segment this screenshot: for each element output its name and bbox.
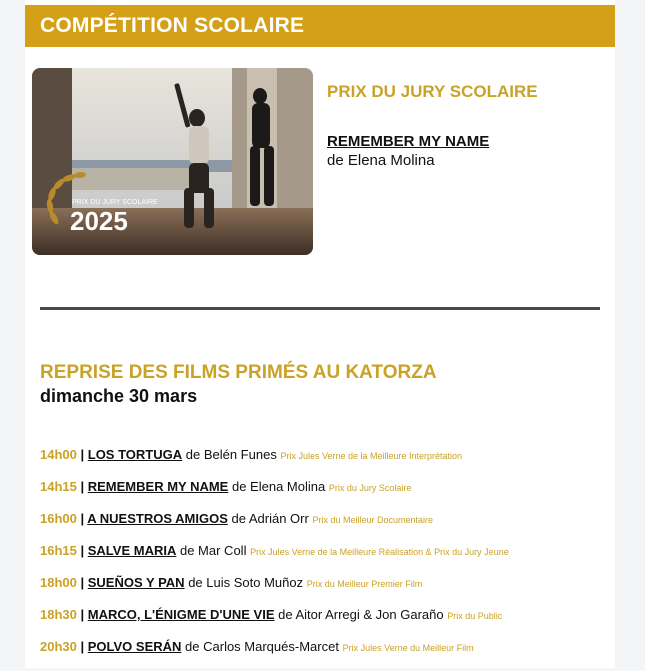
screening-schedule bbox=[40, 447, 610, 671]
prize-label: Prix du Jury Scolaire bbox=[328, 483, 412, 493]
screening-time: 18h30 bbox=[40, 607, 77, 622]
film-director: de Aitor Arregi & Jon Garaño bbox=[278, 607, 444, 622]
separator: | bbox=[76, 607, 88, 622]
badge-year: 2025 bbox=[70, 206, 128, 236]
screening-time: 14h00 bbox=[40, 447, 77, 462]
badge-caption: PRIX DU JURY SCOLAIRE bbox=[72, 199, 158, 206]
award-director: de Elena Molina bbox=[327, 152, 435, 169]
film-director: de Carlos Marqués-Marcet bbox=[185, 639, 339, 654]
prize-label: Prix Jules Verne de la Meilleure Interprétation bbox=[280, 451, 463, 461]
prize-label: Prix du Public bbox=[447, 611, 503, 621]
prize-label: Prix Jules Verne du Meilleur Film bbox=[342, 643, 474, 653]
prize-label: Prix Jules Verne de la Meilleure Réalisation & Prix du Jury Jeune bbox=[250, 547, 509, 557]
section-date: dimanche 30 mars bbox=[40, 386, 198, 406]
schedule-row bbox=[40, 607, 610, 639]
award-title: PRIX DU JURY SCOLAIRE bbox=[327, 82, 538, 101]
schedule-row bbox=[40, 575, 610, 607]
film-director: de Luis Soto Muñoz bbox=[188, 575, 304, 590]
film-director: de Elena Molina bbox=[231, 479, 326, 494]
screening-time: 20h30 bbox=[40, 639, 77, 654]
screening-time: 16h00 bbox=[40, 511, 77, 526]
screening-time: 18h00 bbox=[40, 575, 77, 590]
film-link[interactable]: SUEÑOS Y PAN bbox=[87, 575, 185, 590]
award-film-link[interactable]: REMEMBER MY NAME bbox=[327, 133, 490, 150]
film-link[interactable]: SALVE MARIA bbox=[87, 543, 177, 558]
banner-title: COMPÉTITION SCOLAIRE bbox=[40, 14, 305, 37]
film-link[interactable]: POLVO SERÁN bbox=[87, 639, 182, 654]
screening-time: 14h15 bbox=[40, 479, 77, 494]
film-link[interactable]: LOS TORTUGA bbox=[87, 447, 183, 462]
section-divider bbox=[40, 307, 600, 310]
section-banner bbox=[25, 5, 615, 47]
schedule-row bbox=[40, 639, 610, 671]
screening-time: 16h15 bbox=[40, 543, 77, 558]
separator: | bbox=[76, 511, 88, 526]
prize-label: Prix du Meilleur Documentaire bbox=[312, 515, 433, 525]
prize-label: Prix du Meilleur Premier Film bbox=[306, 579, 423, 589]
section-title: REPRISE DES FILMS PRIMÉS AU KATORZA bbox=[40, 362, 437, 383]
separator: | bbox=[76, 575, 88, 590]
film-director: de Mar Coll bbox=[179, 543, 247, 558]
separator: | bbox=[76, 447, 88, 462]
schedule-row bbox=[40, 447, 610, 479]
film-link[interactable]: A NUESTROS AMIGOS bbox=[87, 511, 228, 526]
schedule-row bbox=[40, 479, 610, 511]
film-still-image[interactable] bbox=[32, 68, 313, 255]
separator: | bbox=[76, 543, 88, 558]
schedule-row bbox=[40, 511, 610, 543]
film-link[interactable]: MARCO, L'ÉNIGME D'UNE VIE bbox=[87, 607, 275, 622]
film-director: de Belén Funes bbox=[185, 447, 277, 462]
film-director: de Adrián Orr bbox=[231, 511, 309, 526]
separator: | bbox=[76, 639, 88, 654]
film-link[interactable]: REMEMBER MY NAME bbox=[87, 479, 229, 494]
schedule-row bbox=[40, 543, 610, 575]
separator: | bbox=[76, 479, 88, 494]
